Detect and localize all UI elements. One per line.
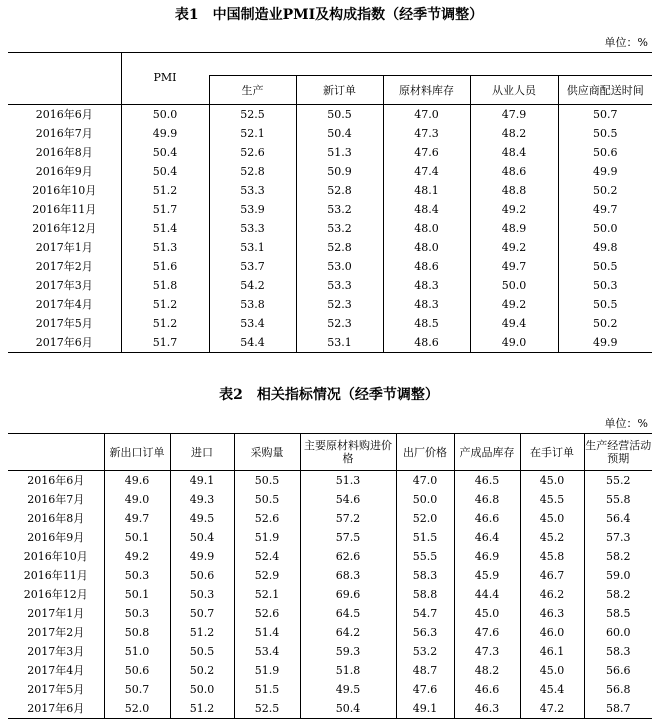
data-cell: 50.6 (558, 143, 652, 162)
table-row (8, 547, 652, 566)
row-label: 2016年7月 (35, 127, 93, 140)
data-cell: 49.2 (470, 295, 558, 314)
data-cell: 50.4 (121, 143, 209, 162)
data-cell: 50.2 (558, 314, 652, 333)
table-row (8, 699, 652, 719)
data-cell: 50.8 (104, 623, 170, 642)
data-cell: 51.2 (121, 295, 209, 314)
pmi-table (8, 52, 652, 353)
data-cell: 46.2 (520, 585, 584, 604)
data-cell: 51.4 (121, 219, 209, 238)
row-label: 2016年11月 (32, 203, 97, 216)
data-cell: 52.8 (296, 181, 383, 200)
data-cell: 50.3 (104, 566, 170, 585)
data-cell: 45.0 (520, 661, 584, 680)
table-row (8, 105, 652, 125)
table-row (8, 528, 652, 547)
data-cell: 50.4 (296, 124, 383, 143)
data-cell: 52.4 (234, 547, 300, 566)
data-cell: 51.8 (121, 276, 209, 295)
data-cell: 50.5 (234, 490, 300, 509)
data-cell: 52.9 (234, 566, 300, 585)
row-label: 2016年7月 (27, 493, 85, 506)
data-cell: 49.9 (558, 333, 652, 353)
data-cell: 46.3 (454, 699, 520, 719)
data-cell: 48.2 (470, 124, 558, 143)
data-cell: 51.6 (121, 257, 209, 276)
data-cell: 49.0 (104, 490, 170, 509)
data-cell: 57.3 (584, 528, 652, 547)
data-cell: 51.9 (234, 661, 300, 680)
row-label: 2017年4月 (35, 298, 93, 311)
data-cell: 53.2 (296, 219, 383, 238)
table2-header-corner (8, 434, 104, 471)
row-label: 2017年1月 (27, 607, 85, 620)
data-cell: 50.4 (170, 528, 234, 547)
data-cell: 50.5 (234, 471, 300, 491)
table2-header-new-export-orders: 新出口订单 (104, 434, 170, 471)
data-cell: 54.6 (300, 490, 396, 509)
row-label: 2016年9月 (27, 531, 85, 544)
row-label: 2016年12月 (32, 222, 97, 235)
data-cell: 48.6 (470, 162, 558, 181)
data-cell: 56.3 (396, 623, 454, 642)
data-cell: 60.0 (584, 623, 652, 642)
data-cell: 49.2 (470, 238, 558, 257)
table-row (8, 604, 652, 623)
data-cell: 59.0 (584, 566, 652, 585)
table-row (8, 509, 652, 528)
data-cell: 50.3 (558, 276, 652, 295)
data-cell: 50.0 (470, 276, 558, 295)
row-label: 2017年2月 (27, 626, 85, 639)
table-row (8, 680, 652, 699)
data-cell: 53.1 (296, 333, 383, 353)
row-label: 2016年10月 (23, 550, 88, 563)
data-cell: 58.8 (396, 585, 454, 604)
data-cell: 49.9 (170, 547, 234, 566)
data-cell: 49.9 (121, 124, 209, 143)
data-cell: 64.2 (300, 623, 396, 642)
data-cell: 45.2 (520, 528, 584, 547)
table-row (8, 566, 652, 585)
data-cell: 50.1 (104, 528, 170, 547)
data-cell: 52.8 (209, 162, 296, 181)
data-cell: 58.3 (396, 566, 454, 585)
table-row (8, 162, 652, 181)
data-cell: 50.9 (296, 162, 383, 181)
data-cell: 53.3 (296, 276, 383, 295)
table2-header-output-prices: 出厂价格 (396, 434, 454, 471)
table1-header-supplier-delivery: 供应商配送时间 (558, 76, 652, 105)
data-cell: 49.5 (170, 509, 234, 528)
data-cell: 53.9 (209, 200, 296, 219)
data-cell: 49.7 (470, 257, 558, 276)
table-row (8, 314, 652, 333)
data-cell: 48.6 (383, 257, 470, 276)
data-cell: 50.0 (121, 105, 209, 125)
table2-header-imports: 进口 (170, 434, 234, 471)
data-cell: 53.1 (209, 238, 296, 257)
data-cell: 50.4 (300, 699, 396, 719)
data-cell: 52.1 (209, 124, 296, 143)
data-cell: 62.6 (300, 547, 396, 566)
data-cell: 52.3 (296, 314, 383, 333)
data-cell: 51.4 (234, 623, 300, 642)
data-cell: 50.5 (170, 642, 234, 661)
data-cell: 50.0 (396, 490, 454, 509)
data-cell: 46.6 (454, 509, 520, 528)
data-cell: 53.2 (396, 642, 454, 661)
data-cell: 51.0 (104, 642, 170, 661)
data-cell: 48.1 (383, 181, 470, 200)
data-cell: 49.1 (396, 699, 454, 719)
data-cell: 51.2 (170, 623, 234, 642)
table2-header-business-expectations: 生产经营活动预期 (584, 434, 652, 471)
data-cell: 48.9 (470, 219, 558, 238)
data-cell: 58.7 (584, 699, 652, 719)
data-cell: 50.7 (104, 680, 170, 699)
data-cell: 50.5 (296, 105, 383, 125)
data-cell: 47.3 (383, 124, 470, 143)
data-cell: 49.7 (104, 509, 170, 528)
data-cell: 53.3 (209, 181, 296, 200)
data-cell: 53.2 (296, 200, 383, 219)
table-row (8, 585, 652, 604)
data-cell: 45.8 (520, 547, 584, 566)
data-cell: 47.6 (383, 143, 470, 162)
table-row (8, 295, 652, 314)
data-cell: 53.4 (209, 314, 296, 333)
table2-header-input-prices: 主要原材料购进价格 (300, 434, 396, 471)
data-cell: 50.6 (170, 566, 234, 585)
table2-header-backlog-orders: 在手订单 (520, 434, 584, 471)
table1-unit: 单位：% (604, 36, 648, 49)
data-cell: 56.6 (584, 661, 652, 680)
data-cell: 49.1 (170, 471, 234, 491)
data-cell: 49.6 (104, 471, 170, 491)
data-cell: 50.0 (170, 680, 234, 699)
data-cell: 45.0 (454, 604, 520, 623)
table-row (8, 661, 652, 680)
table1-title: 表1 中国制造业PMI及构成指数（经季节调整） (174, 7, 484, 23)
data-cell: 52.5 (209, 105, 296, 125)
data-cell: 51.2 (121, 181, 209, 200)
data-cell: 51.7 (121, 333, 209, 353)
table1-header-pmi: PMI (121, 53, 209, 105)
data-cell: 52.1 (234, 585, 300, 604)
data-cell: 46.1 (520, 642, 584, 661)
data-cell: 49.2 (104, 547, 170, 566)
data-cell: 47.6 (396, 680, 454, 699)
data-cell: 48.0 (383, 238, 470, 257)
data-cell: 52.5 (234, 699, 300, 719)
row-label: 2016年6月 (8, 471, 104, 491)
table-row (8, 143, 652, 162)
data-cell: 46.6 (454, 680, 520, 699)
row-label: 2016年8月 (35, 146, 93, 159)
data-cell: 51.5 (396, 528, 454, 547)
data-cell: 47.4 (383, 162, 470, 181)
data-cell: 58.2 (584, 585, 652, 604)
data-cell: 59.3 (300, 642, 396, 661)
data-cell: 57.5 (300, 528, 396, 547)
table-row (8, 471, 652, 491)
data-cell: 46.5 (454, 471, 520, 491)
data-cell: 50.0 (558, 219, 652, 238)
data-cell: 50.5 (558, 257, 652, 276)
table-row (8, 623, 652, 642)
row-label: 2017年3月 (35, 279, 93, 292)
data-cell: 53.4 (234, 642, 300, 661)
row-label: 2017年6月 (8, 333, 121, 353)
row-label: 2016年9月 (35, 165, 93, 178)
data-cell: 53.7 (209, 257, 296, 276)
data-cell: 49.5 (300, 680, 396, 699)
table2-header-finished-goods-inventory: 产成品库存 (454, 434, 520, 471)
row-label: 2016年10月 (32, 184, 97, 197)
data-cell: 52.0 (396, 509, 454, 528)
data-cell: 48.6 (383, 333, 470, 353)
row-label: 2017年5月 (27, 683, 85, 696)
data-cell: 48.3 (383, 295, 470, 314)
data-cell: 49.8 (558, 238, 652, 257)
row-label: 2017年3月 (27, 645, 85, 658)
table-row (8, 490, 652, 509)
table1-header-employment: 从业人员 (470, 76, 558, 105)
data-cell: 50.3 (170, 585, 234, 604)
row-label: 2016年8月 (27, 512, 85, 525)
data-cell: 50.5 (558, 295, 652, 314)
data-cell: 45.0 (520, 471, 584, 491)
data-cell: 50.5 (558, 124, 652, 143)
data-cell: 47.2 (520, 699, 584, 719)
data-cell: 48.3 (383, 276, 470, 295)
data-cell: 49.0 (470, 333, 558, 353)
data-cell: 49.7 (558, 200, 652, 219)
table1-header-corner (8, 53, 121, 105)
data-cell: 49.9 (558, 162, 652, 181)
data-cell: 46.7 (520, 566, 584, 585)
data-cell: 46.4 (454, 528, 520, 547)
data-cell: 51.3 (121, 238, 209, 257)
data-cell: 50.2 (558, 181, 652, 200)
data-cell: 51.5 (234, 680, 300, 699)
data-cell: 46.8 (454, 490, 520, 509)
data-cell: 45.0 (520, 509, 584, 528)
data-cell: 57.2 (300, 509, 396, 528)
row-label: 2017年6月 (8, 699, 104, 719)
data-cell: 54.2 (209, 276, 296, 295)
data-cell: 48.2 (454, 661, 520, 680)
table-row (8, 642, 652, 661)
data-cell: 55.2 (584, 471, 652, 491)
data-cell: 55.5 (396, 547, 454, 566)
table-row (8, 124, 652, 143)
table-row (8, 276, 652, 295)
data-cell: 50.4 (121, 162, 209, 181)
table-row (8, 238, 652, 257)
data-cell: 47.0 (383, 105, 470, 125)
data-cell: 52.8 (296, 238, 383, 257)
table1-header-production: 生产 (209, 76, 296, 105)
data-cell: 48.4 (383, 200, 470, 219)
data-cell: 51.9 (234, 528, 300, 547)
row-label: 2017年2月 (35, 260, 93, 273)
data-cell: 46.0 (520, 623, 584, 642)
data-cell: 50.7 (170, 604, 234, 623)
data-cell: 50.6 (104, 661, 170, 680)
data-cell: 54.7 (396, 604, 454, 623)
data-cell: 47.3 (454, 642, 520, 661)
data-cell: 48.8 (470, 181, 558, 200)
data-cell: 46.3 (520, 604, 584, 623)
data-cell: 69.6 (300, 585, 396, 604)
related-indicators-table (8, 433, 652, 719)
data-cell: 58.2 (584, 547, 652, 566)
data-cell: 47.6 (454, 623, 520, 642)
data-cell: 52.6 (234, 509, 300, 528)
table1-header-spacer (209, 53, 652, 76)
table2-title: 表2 相关指标情况（经季节调整） (219, 387, 439, 403)
table-row (8, 200, 652, 219)
data-cell: 50.3 (104, 604, 170, 623)
table-row (8, 181, 652, 200)
data-cell: 48.5 (383, 314, 470, 333)
data-cell: 54.4 (209, 333, 296, 353)
row-label: 2016年6月 (8, 105, 121, 125)
table1-header-raw-material-inventory: 原材料库存 (383, 76, 470, 105)
row-label: 2017年4月 (27, 664, 85, 677)
data-cell: 51.2 (121, 314, 209, 333)
table1-body (8, 105, 652, 353)
data-cell: 50.7 (558, 105, 652, 125)
data-cell: 48.7 (396, 661, 454, 680)
table2-body (8, 471, 652, 719)
table-row (8, 333, 652, 353)
data-cell: 58.5 (584, 604, 652, 623)
data-cell: 68.3 (300, 566, 396, 585)
data-cell: 64.5 (300, 604, 396, 623)
data-cell: 50.1 (104, 585, 170, 604)
data-cell: 53.0 (296, 257, 383, 276)
data-cell: 56.8 (584, 680, 652, 699)
table-row (8, 219, 652, 238)
data-cell: 52.3 (296, 295, 383, 314)
data-cell: 47.9 (470, 105, 558, 125)
data-cell: 56.4 (584, 509, 652, 528)
data-cell: 48.0 (383, 219, 470, 238)
data-cell: 49.3 (170, 490, 234, 509)
data-cell: 51.2 (170, 699, 234, 719)
table2-unit: 单位：% (604, 417, 648, 430)
data-cell: 55.8 (584, 490, 652, 509)
data-cell: 49.4 (470, 314, 558, 333)
data-cell: 44.4 (454, 585, 520, 604)
data-cell: 49.2 (470, 200, 558, 219)
data-cell: 51.3 (296, 143, 383, 162)
data-cell: 51.3 (300, 471, 396, 491)
table-row (8, 257, 652, 276)
row-label: 2017年1月 (35, 241, 93, 254)
data-cell: 48.4 (470, 143, 558, 162)
table1-header-new-orders: 新订单 (296, 76, 383, 105)
data-cell: 58.3 (584, 642, 652, 661)
data-cell: 52.6 (209, 143, 296, 162)
data-cell: 45.4 (520, 680, 584, 699)
row-label: 2016年11月 (23, 569, 88, 582)
data-cell: 45.9 (454, 566, 520, 585)
data-cell: 47.0 (396, 471, 454, 491)
data-cell: 52.6 (234, 604, 300, 623)
data-cell: 45.5 (520, 490, 584, 509)
data-cell: 52.0 (104, 699, 170, 719)
row-label: 2017年5月 (35, 317, 93, 330)
data-cell: 50.2 (170, 661, 234, 680)
data-cell: 51.8 (300, 661, 396, 680)
data-cell: 46.9 (454, 547, 520, 566)
data-cell: 53.8 (209, 295, 296, 314)
row-label: 2016年12月 (23, 588, 88, 601)
data-cell: 53.3 (209, 219, 296, 238)
data-cell: 51.7 (121, 200, 209, 219)
table2-header-purchases: 采购量 (234, 434, 300, 471)
